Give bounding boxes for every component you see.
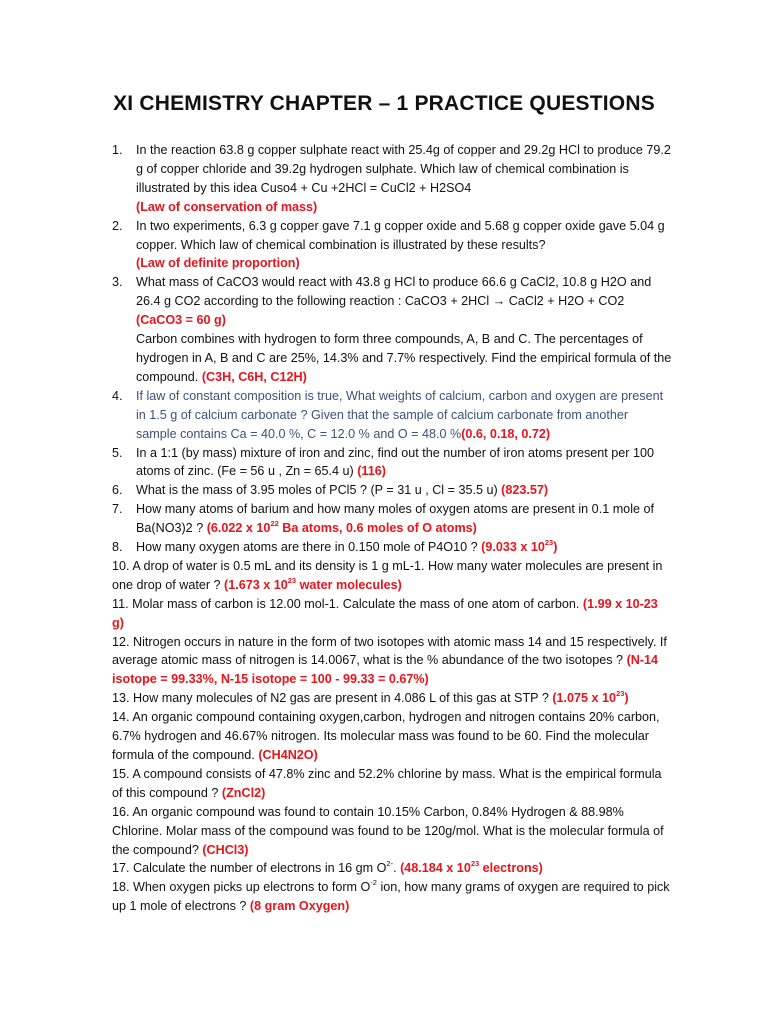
answer: (Law of conservation of mass) — [136, 199, 318, 214]
question-number: 2. — [112, 218, 123, 233]
answer: (CH4N2O) — [258, 748, 318, 762]
question-text: In the reaction 63.8 g copper sulphate react with 25.4g of copper and 29.2g HCl to produce 79.2 g of copper chloride and 39.2g hydrogen sulphate. Which law of chemical combination is illustrated by this idea Cuso4 + Cu +2HCl = CuCl2 + H2SO4 — [136, 143, 671, 195]
question-text: When oxygen picks up electrons to form $O^{-2}$ ion, how many grams of oxygen are required to pick up 1 mole of electrons ? — [112, 878, 670, 914]
question-text: If law of constant composition is true, What weights of calcium, carbon and oxygen are present in 1.5 g of calcium carbonate ? Given that the sample of calcium carbonate from another sample contains Ca = 40.0 %, C = 12.0 % and O = 48.0 % — [136, 388, 664, 441]
question-1 — [112, 141, 672, 217]
question-text: How many molecules of N2 gas are present in 4.086 L of this gas at STP ? — [133, 691, 549, 706]
question-17 — [112, 859, 672, 878]
question-number: 13. — [112, 691, 130, 706]
extra-question-text: Carbon combines with hydrogen to form three compounds, A, B and C. The percentages of hydrogen in A, B and C are 25%, 14.3% and 7.7% respectively. Find the empirical formula of the compound. — [136, 332, 672, 384]
question-5 — [112, 444, 672, 482]
question-number: 12. — [112, 634, 130, 649]
question-text: What is the mass of 3.95 moles of PCl5 ? (P = 31 u , Cl = 35.5 u) — [136, 483, 498, 498]
question-text: Nitrogen occurs in nature in the form of two isotopes with atomic mass 14 and 15 respectively. If average atomic mass of nitrogen is 14.0067, what is the % abundance of the two isotopes ? — [112, 634, 667, 668]
question-16 — [112, 803, 672, 860]
question-text: Molar mass of carbon is 12.00 mol-1. Calculate the mass of one atom of carbon. — [132, 596, 580, 611]
question-number: 8. — [112, 540, 123, 555]
answer: (CaCO3 = 60 g) — [136, 313, 226, 328]
question-2 — [112, 217, 672, 274]
question-text: Calculate the number of electrons in 16 gm $O^{2-}$. — [133, 859, 397, 876]
question-text: What mass of CaCO3 would react with 43.8 g HCl to produce 66.6 g CaCl2, 10.8 g H2O and 26.4 g CO2 according to the following reaction : CaCO3 + 2HCl → CaCl2 + H2O + CO2 — [136, 275, 652, 309]
question-text: In two experiments, 6.3 g copper gave 7.1 g copper oxide and 5.68 g copper oxide gave 5.04 g copper. Which law of chemical combination is illustrated by these results? — [136, 218, 665, 252]
question-18 — [112, 878, 672, 916]
answer: (Law of definite proportion) — [136, 256, 300, 271]
answer: (1.673 x $10^{23}$ water molecules) — [224, 575, 402, 592]
question-text: An organic compound was found to contain 10.15% Carbon, 0.84% Hydrogen & 88.98% Chlorine. Molar mass of the compound was found to be 120g/mol. What is the molecular formula of the compound? — [112, 804, 664, 857]
question-12 — [112, 633, 672, 690]
answer: (1.99 x 10-23 g) — [112, 596, 658, 630]
question-number: 1. — [112, 143, 123, 157]
question-13 — [112, 689, 672, 708]
question-text: A drop of water is 0.5 mL and its density is 1 g mL-1. How many water molecules are present in one drop of water ? — [112, 558, 663, 592]
question-text: How many oxygen atoms are there in 0.150 mole of P4O10 ? — [136, 540, 478, 555]
question-14 — [112, 708, 672, 765]
question-number: 15. — [112, 766, 130, 781]
question-15 — [112, 765, 672, 803]
answer: (CHCl3) — [202, 842, 249, 857]
question-8 — [112, 538, 672, 557]
question-3 — [112, 273, 672, 386]
answer: (9.033 x $10^{23}$) — [481, 538, 558, 555]
question-11 — [112, 595, 672, 633]
answer: (ZnCl2) — [221, 785, 266, 800]
question-number: 3. — [112, 275, 123, 290]
question-list — [112, 141, 672, 916]
answer: (6.022 x $10^{22}$ Ba atoms, 0.6 moles of O atoms) — [206, 519, 477, 536]
question-number: 16. — [112, 804, 130, 819]
question-number: 5. — [112, 445, 123, 460]
answer: (8 gram Oxygen) — [249, 899, 350, 914]
question-number: 11. — [112, 596, 129, 611]
extra-answer: (C3H, C6H, C12H) — [201, 369, 307, 384]
question-number: 17. — [112, 861, 130, 876]
answer: (N-14 isotope = 99.33%, N-15 isotope = 100 - 99.33 = 0.67%) — [112, 653, 659, 687]
answer: (1.075 x $10^{23}$) — [552, 689, 629, 706]
question-text: How many atoms of barium and how many moles of oxygen atoms are present in 0.1 mole of Ba(NO3)2 ? — [136, 502, 654, 536]
page-title: XI CHEMISTRY CHAPTER – 1 PRACTICE QUESTIONS — [113, 92, 655, 115]
question-number: 6. — [112, 483, 123, 498]
question-text: In a 1:1 (by mass) mixture of iron and zinc, find out the number of iron atoms present per 100 atoms of zinc. (Fe = 56 u , Zn = 65.4 u) — [136, 445, 655, 479]
question-7 — [112, 500, 672, 538]
question-number: 7. — [112, 502, 123, 517]
question-number: 18. — [112, 880, 130, 895]
question-4 — [112, 387, 672, 444]
question-text: An organic compound containing oxygen,carbon, hydrogen and nitrogen contains 20% carbon, 6.7% hydrogen and 46.67% nitrogen. Its molecular mass was found to be 60. Find the molecular formula of the compound. — [112, 710, 660, 762]
answer: (0.6, 0.18, 0.72) — [461, 426, 551, 441]
answer: (823.57) — [501, 483, 549, 498]
question-number: 14. — [112, 710, 130, 725]
question-number: 4. — [112, 388, 123, 403]
question-6 — [112, 481, 672, 500]
answer: (48.184 x $10^{23}$ electrons) — [400, 859, 543, 876]
question-10 — [112, 557, 672, 595]
answer: (116) — [357, 464, 386, 479]
question-text: A compound consists of 47.8% zinc and 52.2% chlorine by mass. What is the empirical formula of this compound ? — [112, 766, 662, 800]
question-number: 10. — [112, 558, 130, 573]
